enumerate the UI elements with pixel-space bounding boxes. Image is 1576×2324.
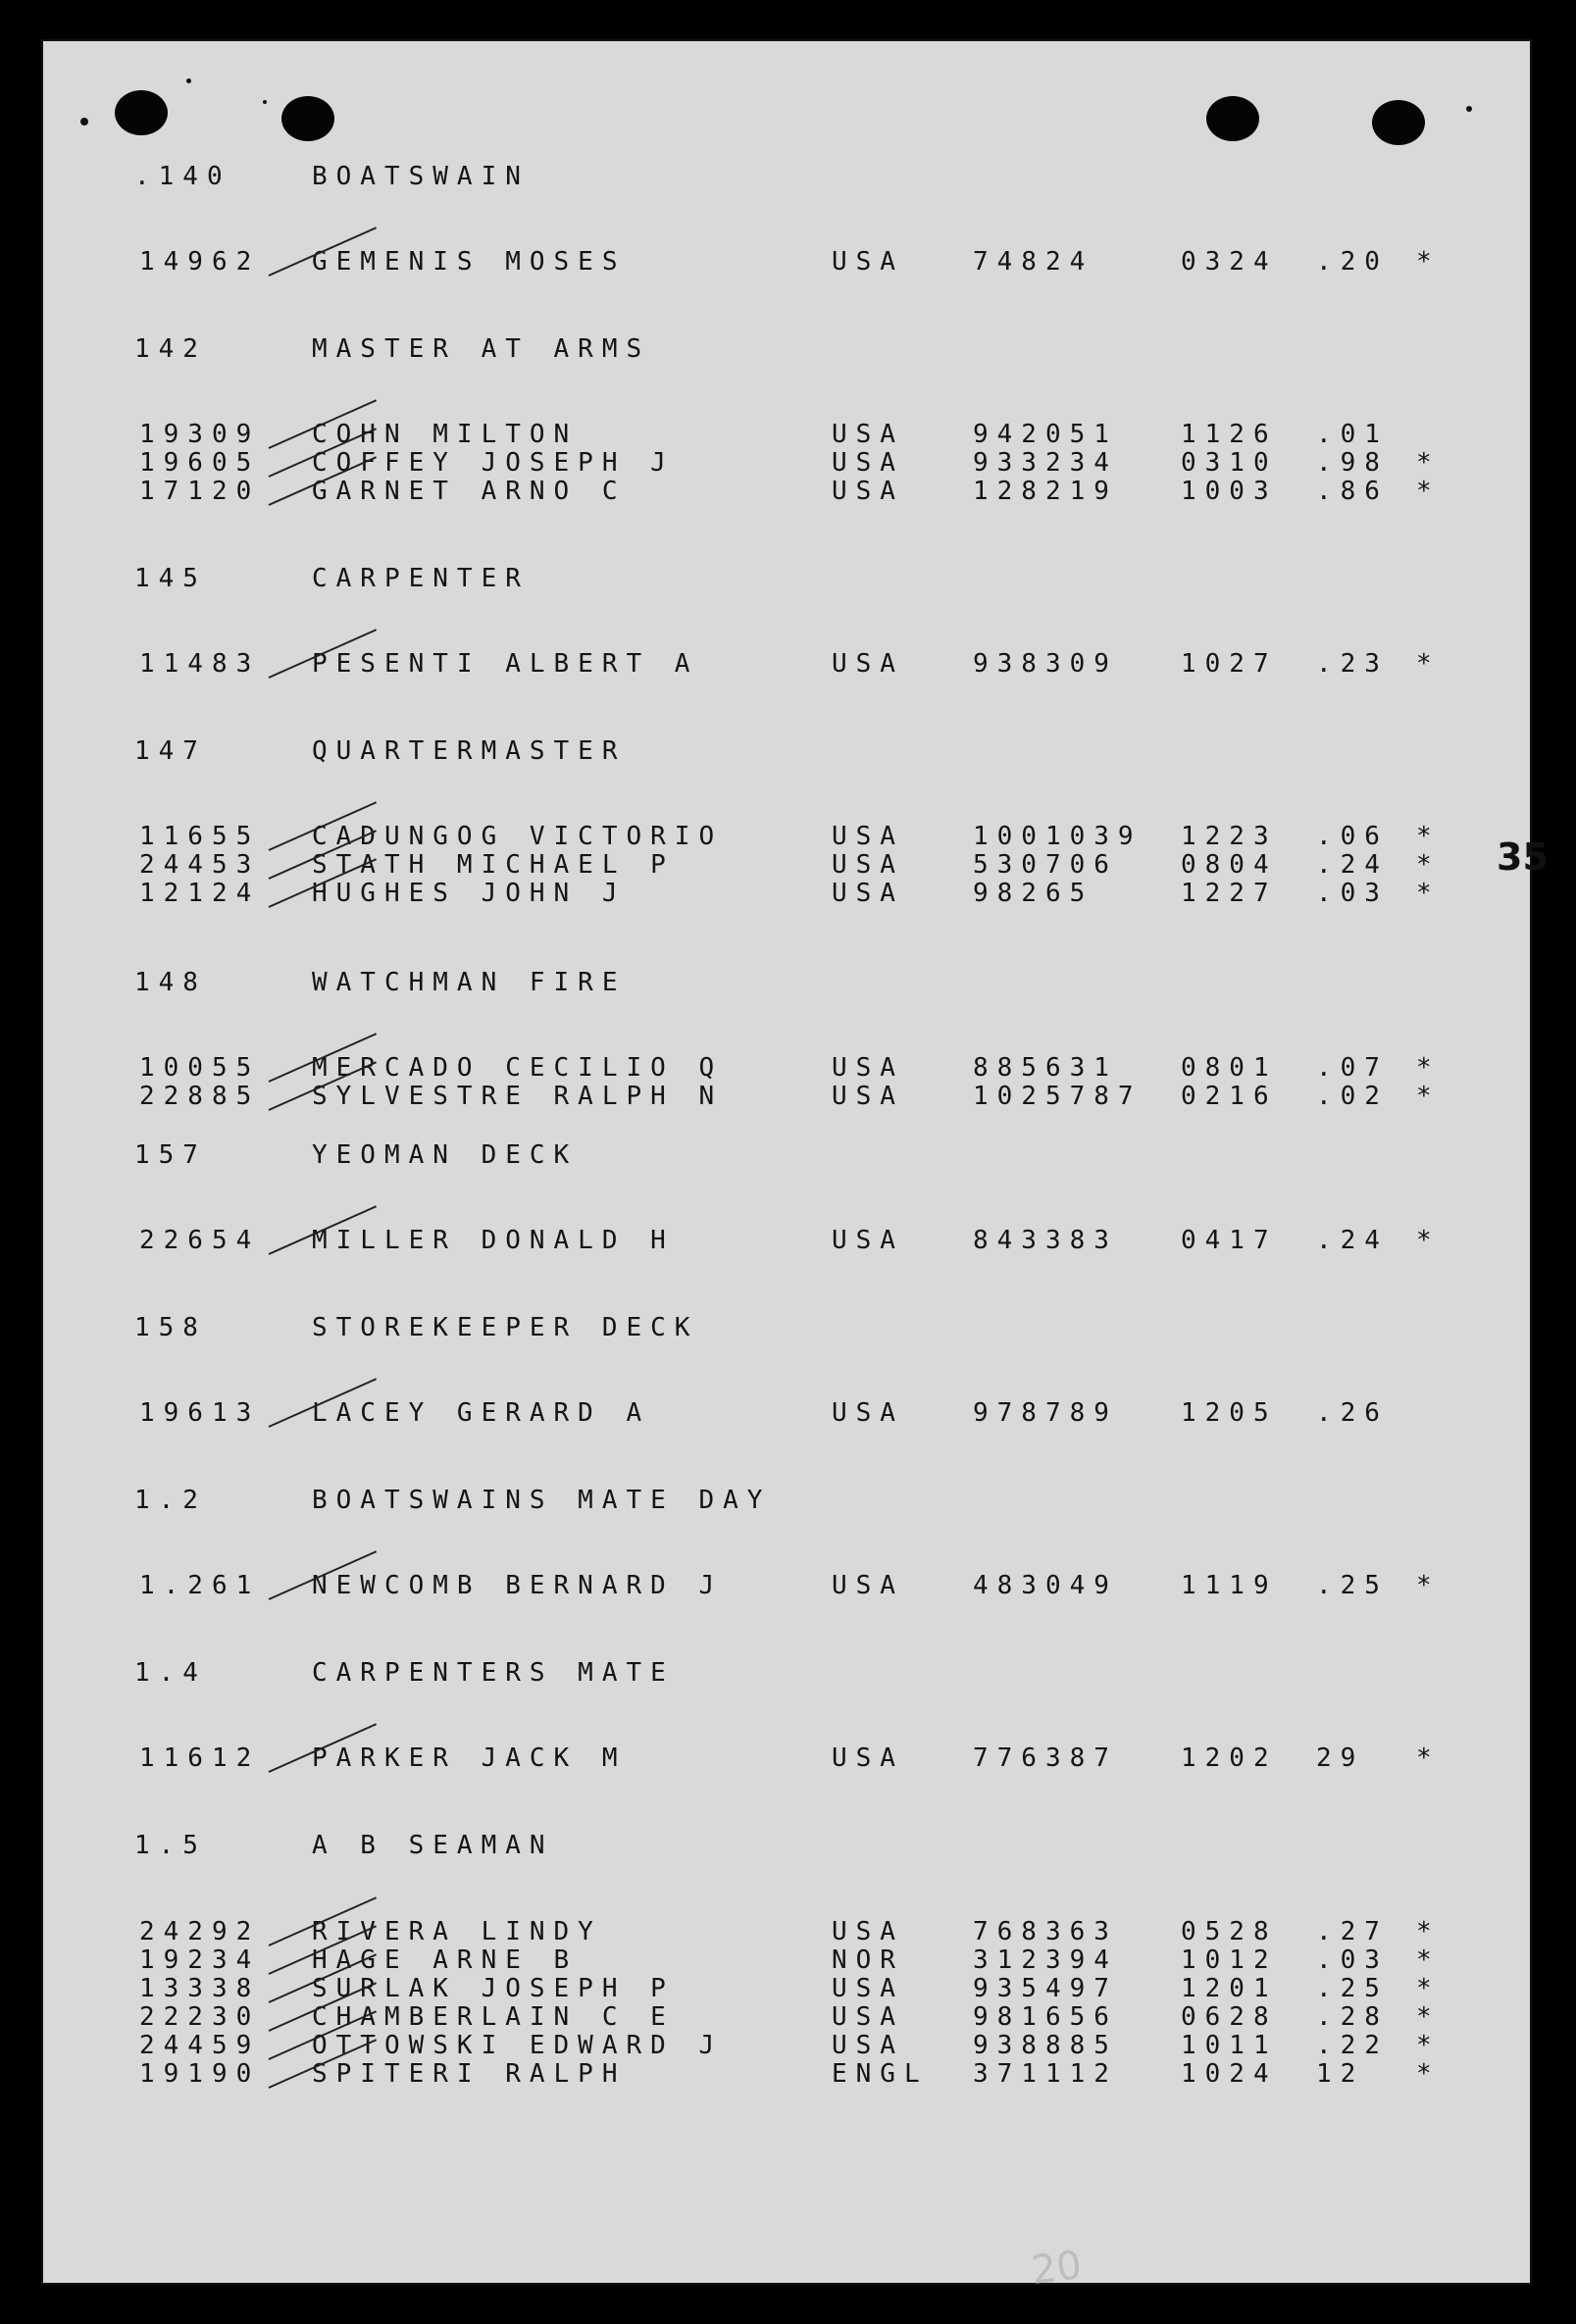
section-title: CARPENTERS MATE <box>312 1658 675 1688</box>
asterisk-mark: * <box>1416 247 1441 277</box>
employee-name: HUGHES JOHN J <box>312 879 627 908</box>
country-code: USA <box>832 420 904 449</box>
country-code: USA <box>832 1082 904 1111</box>
country-code: USA <box>832 448 904 478</box>
rate-value: .24 <box>1316 1226 1389 1255</box>
section-title: CARPENTER <box>312 564 530 593</box>
country-code: USA <box>832 477 904 506</box>
country-code: USA <box>832 247 904 277</box>
punch-hole <box>281 96 334 141</box>
document-number: 776387 <box>973 1743 1118 1773</box>
employee-id: 22230 <box>139 2002 261 2032</box>
rate-value: .28 <box>1316 2002 1389 2032</box>
country-code: USA <box>832 2002 904 2032</box>
date-code: 1027 <box>1181 649 1278 679</box>
section-title: WATCHMAN FIRE <box>312 968 627 997</box>
country-code: USA <box>832 822 904 851</box>
employee-name: CHAMBERLAIN C E <box>312 2002 675 2032</box>
country-code: USA <box>832 1743 904 1773</box>
country-code: USA <box>832 1917 904 1946</box>
employee-name: SPITERI RALPH <box>312 2059 627 2089</box>
section-code: 1.2 <box>134 1486 207 1515</box>
rate-value: .03 <box>1316 1945 1389 1975</box>
country-code: NOR <box>832 1945 904 1975</box>
date-code: 1227 <box>1181 879 1278 908</box>
asterisk-mark: * <box>1416 1226 1441 1255</box>
employee-id: 19605 <box>139 448 261 478</box>
document-number: 938885 <box>973 2031 1118 2060</box>
section-title: YEOMAN DECK <box>312 1140 579 1170</box>
pencil-mark: 20 <box>1029 2243 1085 2294</box>
asterisk-mark: * <box>1416 1917 1441 1946</box>
ink-speck <box>80 118 88 126</box>
date-code: 1011 <box>1181 2031 1278 2060</box>
employee-name: SURLAK JOSEPH P <box>312 1974 675 2003</box>
document-number: 885631 <box>973 1053 1118 1083</box>
employee-name: COFFEY JOSEPH J <box>312 448 675 478</box>
country-code: USA <box>832 649 904 679</box>
document-number: 978789 <box>973 1398 1118 1428</box>
asterisk-mark: * <box>1416 1571 1441 1600</box>
section-code: .140 <box>134 162 231 191</box>
asterisk-mark: * <box>1416 2031 1441 2060</box>
section-code: 147 <box>134 736 207 766</box>
rate-value: .20 <box>1316 247 1389 277</box>
employee-id: 19613 <box>139 1398 261 1428</box>
punch-hole <box>115 90 168 135</box>
country-code: USA <box>832 2031 904 2060</box>
date-code: 0628 <box>1181 2002 1278 2032</box>
punch-hole <box>1206 96 1259 141</box>
rate-value: .86 <box>1316 477 1389 506</box>
employee-id: 24459 <box>139 2031 261 2060</box>
date-code: 0804 <box>1181 850 1278 880</box>
employee-id: 24453 <box>139 850 261 880</box>
document-number: 483049 <box>973 1571 1118 1600</box>
document-number: 938309 <box>973 649 1118 679</box>
country-code: ENGL <box>832 2059 929 2089</box>
employee-id: 10055 <box>139 1053 261 1083</box>
date-code: 1126 <box>1181 420 1278 449</box>
date-code: 0417 <box>1181 1226 1278 1255</box>
rate-value: .23 <box>1316 649 1389 679</box>
employee-id: 19234 <box>139 1945 261 1975</box>
employee-name: GEMENIS MOSES <box>312 247 627 277</box>
asterisk-mark: * <box>1416 850 1441 880</box>
section-code: 1.4 <box>134 1658 207 1688</box>
date-code: 1024 <box>1181 2059 1278 2089</box>
employee-name: PESENTI ALBERT A <box>312 649 699 679</box>
employee-name: HAGE ARNE B <box>312 1945 579 1975</box>
employee-name: OTTOWSKI EDWARD J <box>312 2031 724 2060</box>
employee-id: 11655 <box>139 822 261 851</box>
employee-id: 22885 <box>139 1082 261 1111</box>
date-code: 1205 <box>1181 1398 1278 1428</box>
country-code: USA <box>832 850 904 880</box>
date-code: 0216 <box>1181 1082 1278 1111</box>
employee-name: MILLER DONALD H <box>312 1226 675 1255</box>
employee-id: 24292 <box>139 1917 261 1946</box>
date-code: 0324 <box>1181 247 1278 277</box>
employee-id: 12124 <box>139 879 261 908</box>
section-title: BOATSWAINS MATE DAY <box>312 1486 772 1515</box>
rate-value: .27 <box>1316 1917 1389 1946</box>
employee-name: COHN MILTON <box>312 420 579 449</box>
employee-id: 13338 <box>139 1974 261 2003</box>
asterisk-mark: * <box>1416 1743 1441 1773</box>
employee-name: RIVERA LINDY <box>312 1917 602 1946</box>
country-code: USA <box>832 1053 904 1083</box>
rate-value: 12 <box>1316 2059 1365 2089</box>
section-code: 1.5 <box>134 1831 207 1860</box>
rate-value: .07 <box>1316 1053 1389 1083</box>
employee-name: NEWCOMB BERNARD J <box>312 1571 724 1600</box>
asterisk-mark: * <box>1416 2002 1441 2032</box>
rate-value: .26 <box>1316 1398 1389 1428</box>
section-code: 145 <box>134 564 207 593</box>
employee-name: CADUNGOG VICTORIO <box>312 822 724 851</box>
document-number: 935497 <box>973 1974 1118 2003</box>
rate-value: .25 <box>1316 1974 1389 2003</box>
document-number: 843383 <box>973 1226 1118 1255</box>
rate-value: .98 <box>1316 448 1389 478</box>
employee-id: 14962 <box>139 247 261 277</box>
section-title: A B SEAMAN <box>312 1831 554 1860</box>
section-code: 157 <box>134 1140 207 1170</box>
rate-value: .01 <box>1316 420 1389 449</box>
employee-name: LACEY GERARD A <box>312 1398 651 1428</box>
date-code: 1119 <box>1181 1571 1278 1600</box>
section-title: BOATSWAIN <box>312 162 530 191</box>
date-code: 0528 <box>1181 1917 1278 1946</box>
ink-speck <box>186 78 191 83</box>
asterisk-mark: * <box>1416 1053 1441 1083</box>
document-number: 981656 <box>973 2002 1118 2032</box>
asterisk-mark: * <box>1416 477 1441 506</box>
employee-id: 17120 <box>139 477 261 506</box>
employee-id: 19190 <box>139 2059 261 2089</box>
date-code: 1003 <box>1181 477 1278 506</box>
section-title: MASTER AT ARMS <box>312 334 651 364</box>
document-number: 942051 <box>973 420 1118 449</box>
employee-id: 1.261 <box>139 1571 261 1600</box>
ink-speck <box>263 100 267 104</box>
date-code: 0310 <box>1181 448 1278 478</box>
rate-value: .24 <box>1316 850 1389 880</box>
punch-hole <box>1372 100 1425 145</box>
country-code: USA <box>832 1226 904 1255</box>
country-code: USA <box>832 879 904 908</box>
country-code: USA <box>832 1571 904 1600</box>
asterisk-mark: * <box>1416 649 1441 679</box>
asterisk-mark: * <box>1416 1974 1441 2003</box>
rate-value: .03 <box>1316 879 1389 908</box>
section-code: 158 <box>134 1313 207 1342</box>
date-code: 1201 <box>1181 1974 1278 2003</box>
document-number: 1025787 <box>973 1082 1143 1111</box>
section-title: QUARTERMASTER <box>312 736 627 766</box>
section-code: 148 <box>134 968 207 997</box>
date-code: 1202 <box>1181 1743 1278 1773</box>
asterisk-mark: * <box>1416 1082 1441 1111</box>
ink-speck <box>1466 106 1472 112</box>
employee-id: 22654 <box>139 1226 261 1255</box>
rate-value: .22 <box>1316 2031 1389 2060</box>
document-number: 768363 <box>973 1917 1118 1946</box>
country-code: USA <box>832 1974 904 2003</box>
scanned-roster-page <box>41 39 1549 2294</box>
asterisk-mark: * <box>1416 822 1441 851</box>
rate-value: .25 <box>1316 1571 1389 1600</box>
date-code: 1012 <box>1181 1945 1278 1975</box>
country-code: USA <box>832 1398 904 1428</box>
employee-name: STATH MICHAEL P <box>312 850 675 880</box>
side-number: 35 <box>1497 835 1549 879</box>
employee-name: PARKER JACK M <box>312 1743 627 1773</box>
document-number: 371112 <box>973 2059 1118 2089</box>
rate-value: .02 <box>1316 1082 1389 1111</box>
document-number: 933234 <box>973 448 1118 478</box>
asterisk-mark: * <box>1416 1945 1441 1975</box>
date-code: 0801 <box>1181 1053 1278 1083</box>
document-number: 128219 <box>973 477 1118 506</box>
employee-id: 19309 <box>139 420 261 449</box>
employee-name: SYLVESTRE RALPH N <box>312 1082 724 1111</box>
employee-id: 11612 <box>139 1743 261 1773</box>
employee-name: GARNET ARNO C <box>312 477 627 506</box>
date-code: 1223 <box>1181 822 1278 851</box>
employee-id: 11483 <box>139 649 261 679</box>
document-number: 98265 <box>973 879 1094 908</box>
rate-value: .06 <box>1316 822 1389 851</box>
asterisk-mark: * <box>1416 879 1441 908</box>
rate-value: 29 <box>1316 1743 1365 1773</box>
document-number: 312394 <box>973 1945 1118 1975</box>
document-number: 74824 <box>973 247 1094 277</box>
document-number: 530706 <box>973 850 1118 880</box>
section-code: 142 <box>134 334 207 364</box>
asterisk-mark: * <box>1416 2059 1441 2089</box>
section-title: STOREKEEPER DECK <box>312 1313 699 1342</box>
document-number: 1001039 <box>973 822 1143 851</box>
asterisk-mark: * <box>1416 448 1441 478</box>
employee-name: MERCADO CECILIO Q <box>312 1053 724 1083</box>
